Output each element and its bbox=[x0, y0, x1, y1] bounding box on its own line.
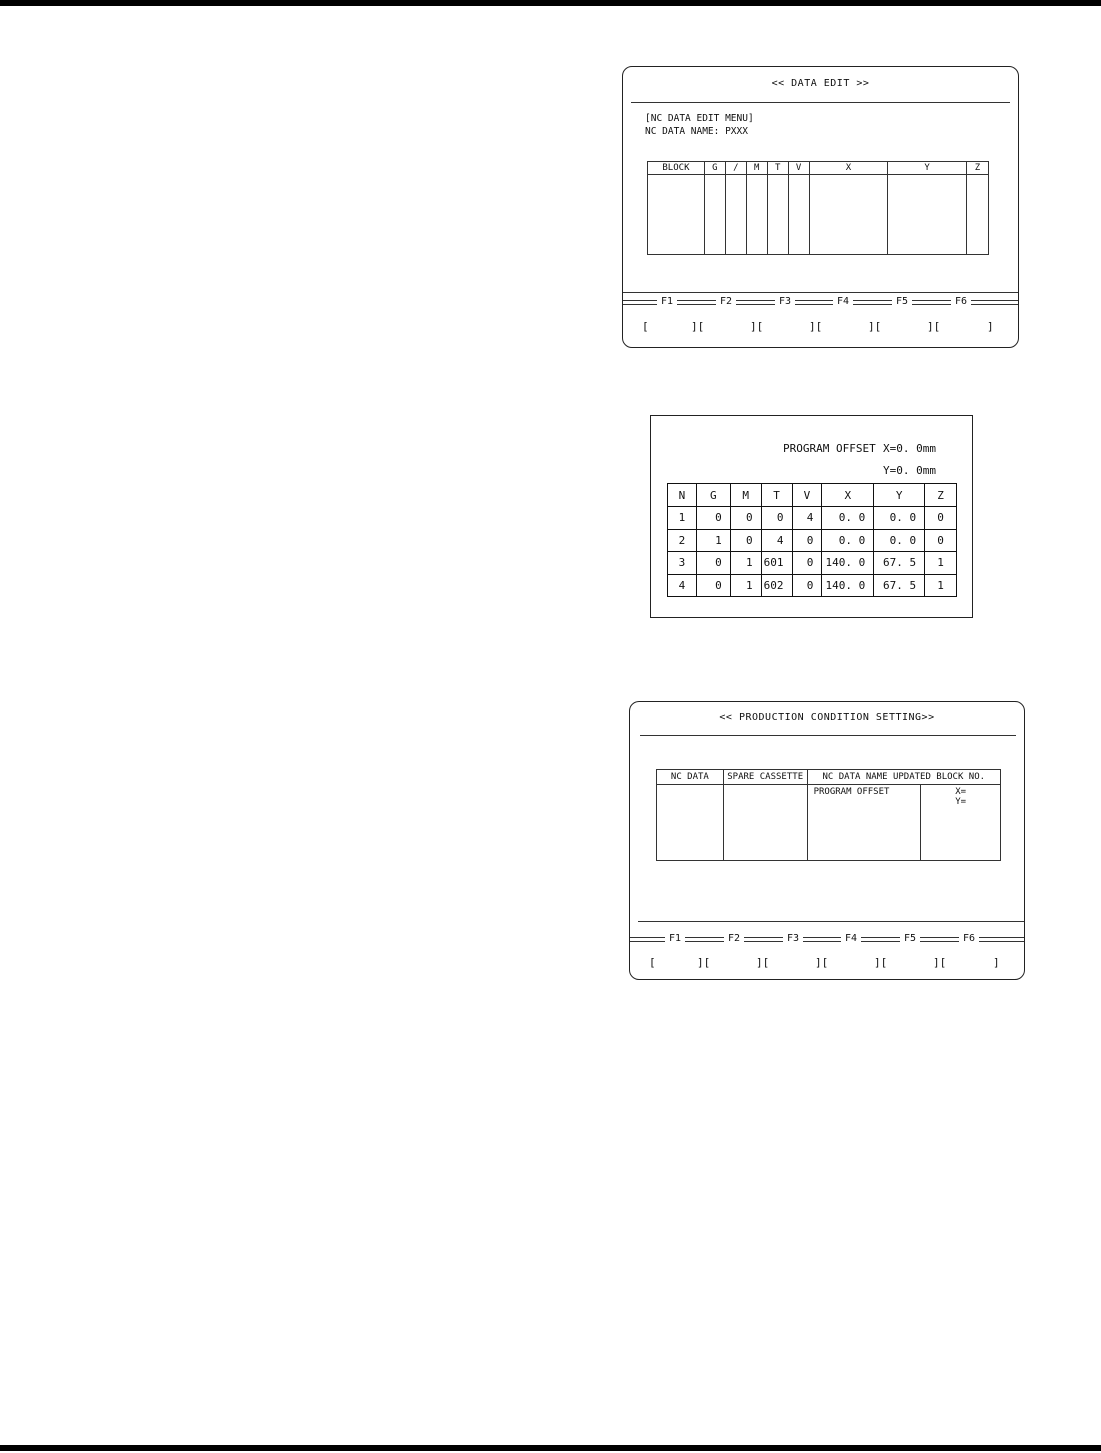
cell-z[interactable] bbox=[967, 175, 989, 255]
program-offset-table bbox=[667, 483, 957, 597]
nc-data-edit-menu-label: [NC DATA EDIT MENU] bbox=[645, 113, 754, 124]
f2-key[interactable]: F2 bbox=[724, 933, 744, 944]
table-cell: 1 bbox=[696, 529, 730, 552]
spare-cassette-cell[interactable] bbox=[723, 785, 807, 861]
table-row bbox=[668, 552, 957, 575]
function-bar-top-line bbox=[623, 292, 1018, 293]
table-row bbox=[668, 529, 957, 552]
page-top-rule bbox=[0, 0, 1101, 6]
table-cell: 0 bbox=[792, 529, 822, 552]
f6-bracket-close[interactable]: ] bbox=[993, 956, 1000, 969]
table-cell: 0 bbox=[925, 507, 957, 530]
cell-v[interactable] bbox=[788, 175, 809, 255]
title-divider bbox=[631, 102, 1010, 103]
f1-bracket-open[interactable]: [ bbox=[642, 320, 649, 333]
table-cell: 0. 0 bbox=[822, 529, 874, 552]
f1-f2-bracket[interactable]: ][ bbox=[697, 956, 711, 969]
table-row bbox=[668, 574, 957, 597]
table-cell: 4 bbox=[792, 507, 822, 530]
program-offset-title: PROGRAM OFFSET bbox=[783, 442, 876, 455]
f1-f2-bracket[interactable]: ][ bbox=[691, 320, 705, 333]
program-offset-table-header bbox=[668, 484, 957, 507]
column-header: T bbox=[767, 162, 788, 175]
f3-f4-bracket[interactable]: ][ bbox=[815, 956, 829, 969]
table-cell: 1 bbox=[925, 574, 957, 597]
table-cell: 0 bbox=[792, 552, 822, 575]
table-cell: 0 bbox=[925, 529, 957, 552]
table-cell: 0 bbox=[696, 552, 730, 575]
x-label: X= bbox=[955, 787, 967, 797]
f2-key[interactable]: F2 bbox=[716, 296, 736, 307]
cell-t[interactable] bbox=[767, 175, 788, 255]
cell-block[interactable] bbox=[648, 175, 705, 255]
f5-f6-bracket[interactable]: ][ bbox=[927, 320, 941, 333]
table-cell: 4 bbox=[668, 574, 697, 597]
f5-key[interactable]: F5 bbox=[900, 933, 920, 944]
f4-key[interactable]: F4 bbox=[833, 296, 853, 307]
nc-data-table bbox=[647, 161, 989, 255]
table-cell: 0. 0 bbox=[874, 507, 925, 530]
column-header: Z bbox=[925, 484, 957, 507]
cell-g[interactable] bbox=[704, 175, 725, 255]
cell-x[interactable] bbox=[809, 175, 888, 255]
f5-key[interactable]: F5 bbox=[892, 296, 912, 307]
nc-data-cell[interactable] bbox=[657, 785, 724, 861]
column-header: NC DATA NAME UPDATED BLOCK NO. bbox=[807, 770, 1000, 785]
f3-f4-bracket[interactable]: ][ bbox=[809, 320, 823, 333]
table-cell: 1 bbox=[730, 552, 761, 575]
program-offset-panel bbox=[650, 415, 973, 618]
cell-m[interactable] bbox=[746, 175, 767, 255]
table-row[interactable] bbox=[648, 175, 989, 255]
x-offset-value: X=0. 0mm bbox=[883, 442, 936, 455]
table-cell: 0 bbox=[761, 507, 792, 530]
program-offset-cell: PROGRAM OFFSET bbox=[807, 785, 921, 861]
production-condition-screen bbox=[629, 701, 1025, 980]
table-cell: 601 bbox=[761, 552, 792, 575]
table-cell: 0 bbox=[696, 574, 730, 597]
table-cell: 67. 5 bbox=[874, 552, 925, 575]
column-header: V bbox=[792, 484, 822, 507]
y-label: Y= bbox=[955, 797, 967, 807]
cell-slash[interactable] bbox=[725, 175, 746, 255]
column-header: X bbox=[809, 162, 888, 175]
column-header: M bbox=[746, 162, 767, 175]
table-cell: 1 bbox=[925, 552, 957, 575]
table-cell: 602 bbox=[761, 574, 792, 597]
column-header: T bbox=[761, 484, 792, 507]
column-header: Z bbox=[967, 162, 989, 175]
offset-xy-cell[interactable] bbox=[921, 785, 1001, 861]
column-header: Y bbox=[888, 162, 967, 175]
data-edit-screen bbox=[622, 66, 1019, 348]
column-header: G bbox=[696, 484, 730, 507]
f6-key[interactable]: F6 bbox=[951, 296, 971, 307]
f1-key[interactable]: F1 bbox=[665, 933, 685, 944]
f1-bracket-open[interactable]: [ bbox=[649, 956, 656, 969]
table-cell: 2 bbox=[668, 529, 697, 552]
column-header: SPARE CASSETTE bbox=[723, 770, 807, 785]
table-cell: 4 bbox=[761, 529, 792, 552]
f4-f5-bracket[interactable]: ][ bbox=[874, 956, 888, 969]
f6-bracket-close[interactable]: ] bbox=[987, 320, 994, 333]
table-cell: 0 bbox=[696, 507, 730, 530]
table-row bbox=[657, 785, 1001, 861]
table-cell: 1 bbox=[668, 507, 697, 530]
table-cell: 1 bbox=[730, 574, 761, 597]
page-bottom-rule bbox=[0, 1445, 1101, 1451]
column-header: M bbox=[730, 484, 761, 507]
f2-f3-bracket[interactable]: ][ bbox=[756, 956, 770, 969]
table-cell: 0 bbox=[730, 507, 761, 530]
y-offset-value: Y=0. 0mm bbox=[883, 464, 936, 477]
table-cell: 140. 0 bbox=[822, 574, 874, 597]
f3-key[interactable]: F3 bbox=[775, 296, 795, 307]
nc-data-table-header bbox=[648, 162, 989, 175]
column-header: G bbox=[704, 162, 725, 175]
f2-f3-bracket[interactable]: ][ bbox=[750, 320, 764, 333]
f5-f6-bracket[interactable]: ][ bbox=[933, 956, 947, 969]
table-cell: 67. 5 bbox=[874, 574, 925, 597]
f4-f5-bracket[interactable]: ][ bbox=[868, 320, 882, 333]
column-header: BLOCK bbox=[648, 162, 705, 175]
production-condition-table-header bbox=[657, 770, 1001, 785]
column-header: X bbox=[822, 484, 874, 507]
table-cell: 0 bbox=[730, 529, 761, 552]
data-edit-title: << DATA EDIT >> bbox=[771, 78, 870, 89]
production-condition-title: << PRODUCTION CONDITION SETTING>> bbox=[719, 712, 935, 723]
f4-key[interactable]: F4 bbox=[841, 933, 861, 944]
f3-key[interactable]: F3 bbox=[783, 933, 803, 944]
column-header: Y bbox=[874, 484, 925, 507]
nc-data-name-label: NC DATA NAME: PXXX bbox=[645, 126, 748, 137]
column-header: V bbox=[788, 162, 809, 175]
table-cell: 0. 0 bbox=[874, 529, 925, 552]
title-divider bbox=[640, 735, 1016, 736]
column-header: NC DATA bbox=[657, 770, 724, 785]
table-cell: 3 bbox=[668, 552, 697, 575]
column-header: / bbox=[725, 162, 746, 175]
f1-key[interactable]: F1 bbox=[657, 296, 677, 307]
function-bar-top-line bbox=[638, 921, 1024, 922]
production-condition-table bbox=[656, 769, 1001, 861]
column-header: N bbox=[668, 484, 697, 507]
f6-key[interactable]: F6 bbox=[959, 933, 979, 944]
table-cell: 0 bbox=[792, 574, 822, 597]
table-row bbox=[668, 507, 957, 530]
cell-y[interactable] bbox=[888, 175, 967, 255]
table-cell: 0. 0 bbox=[822, 507, 874, 530]
table-cell: 140. 0 bbox=[822, 552, 874, 575]
